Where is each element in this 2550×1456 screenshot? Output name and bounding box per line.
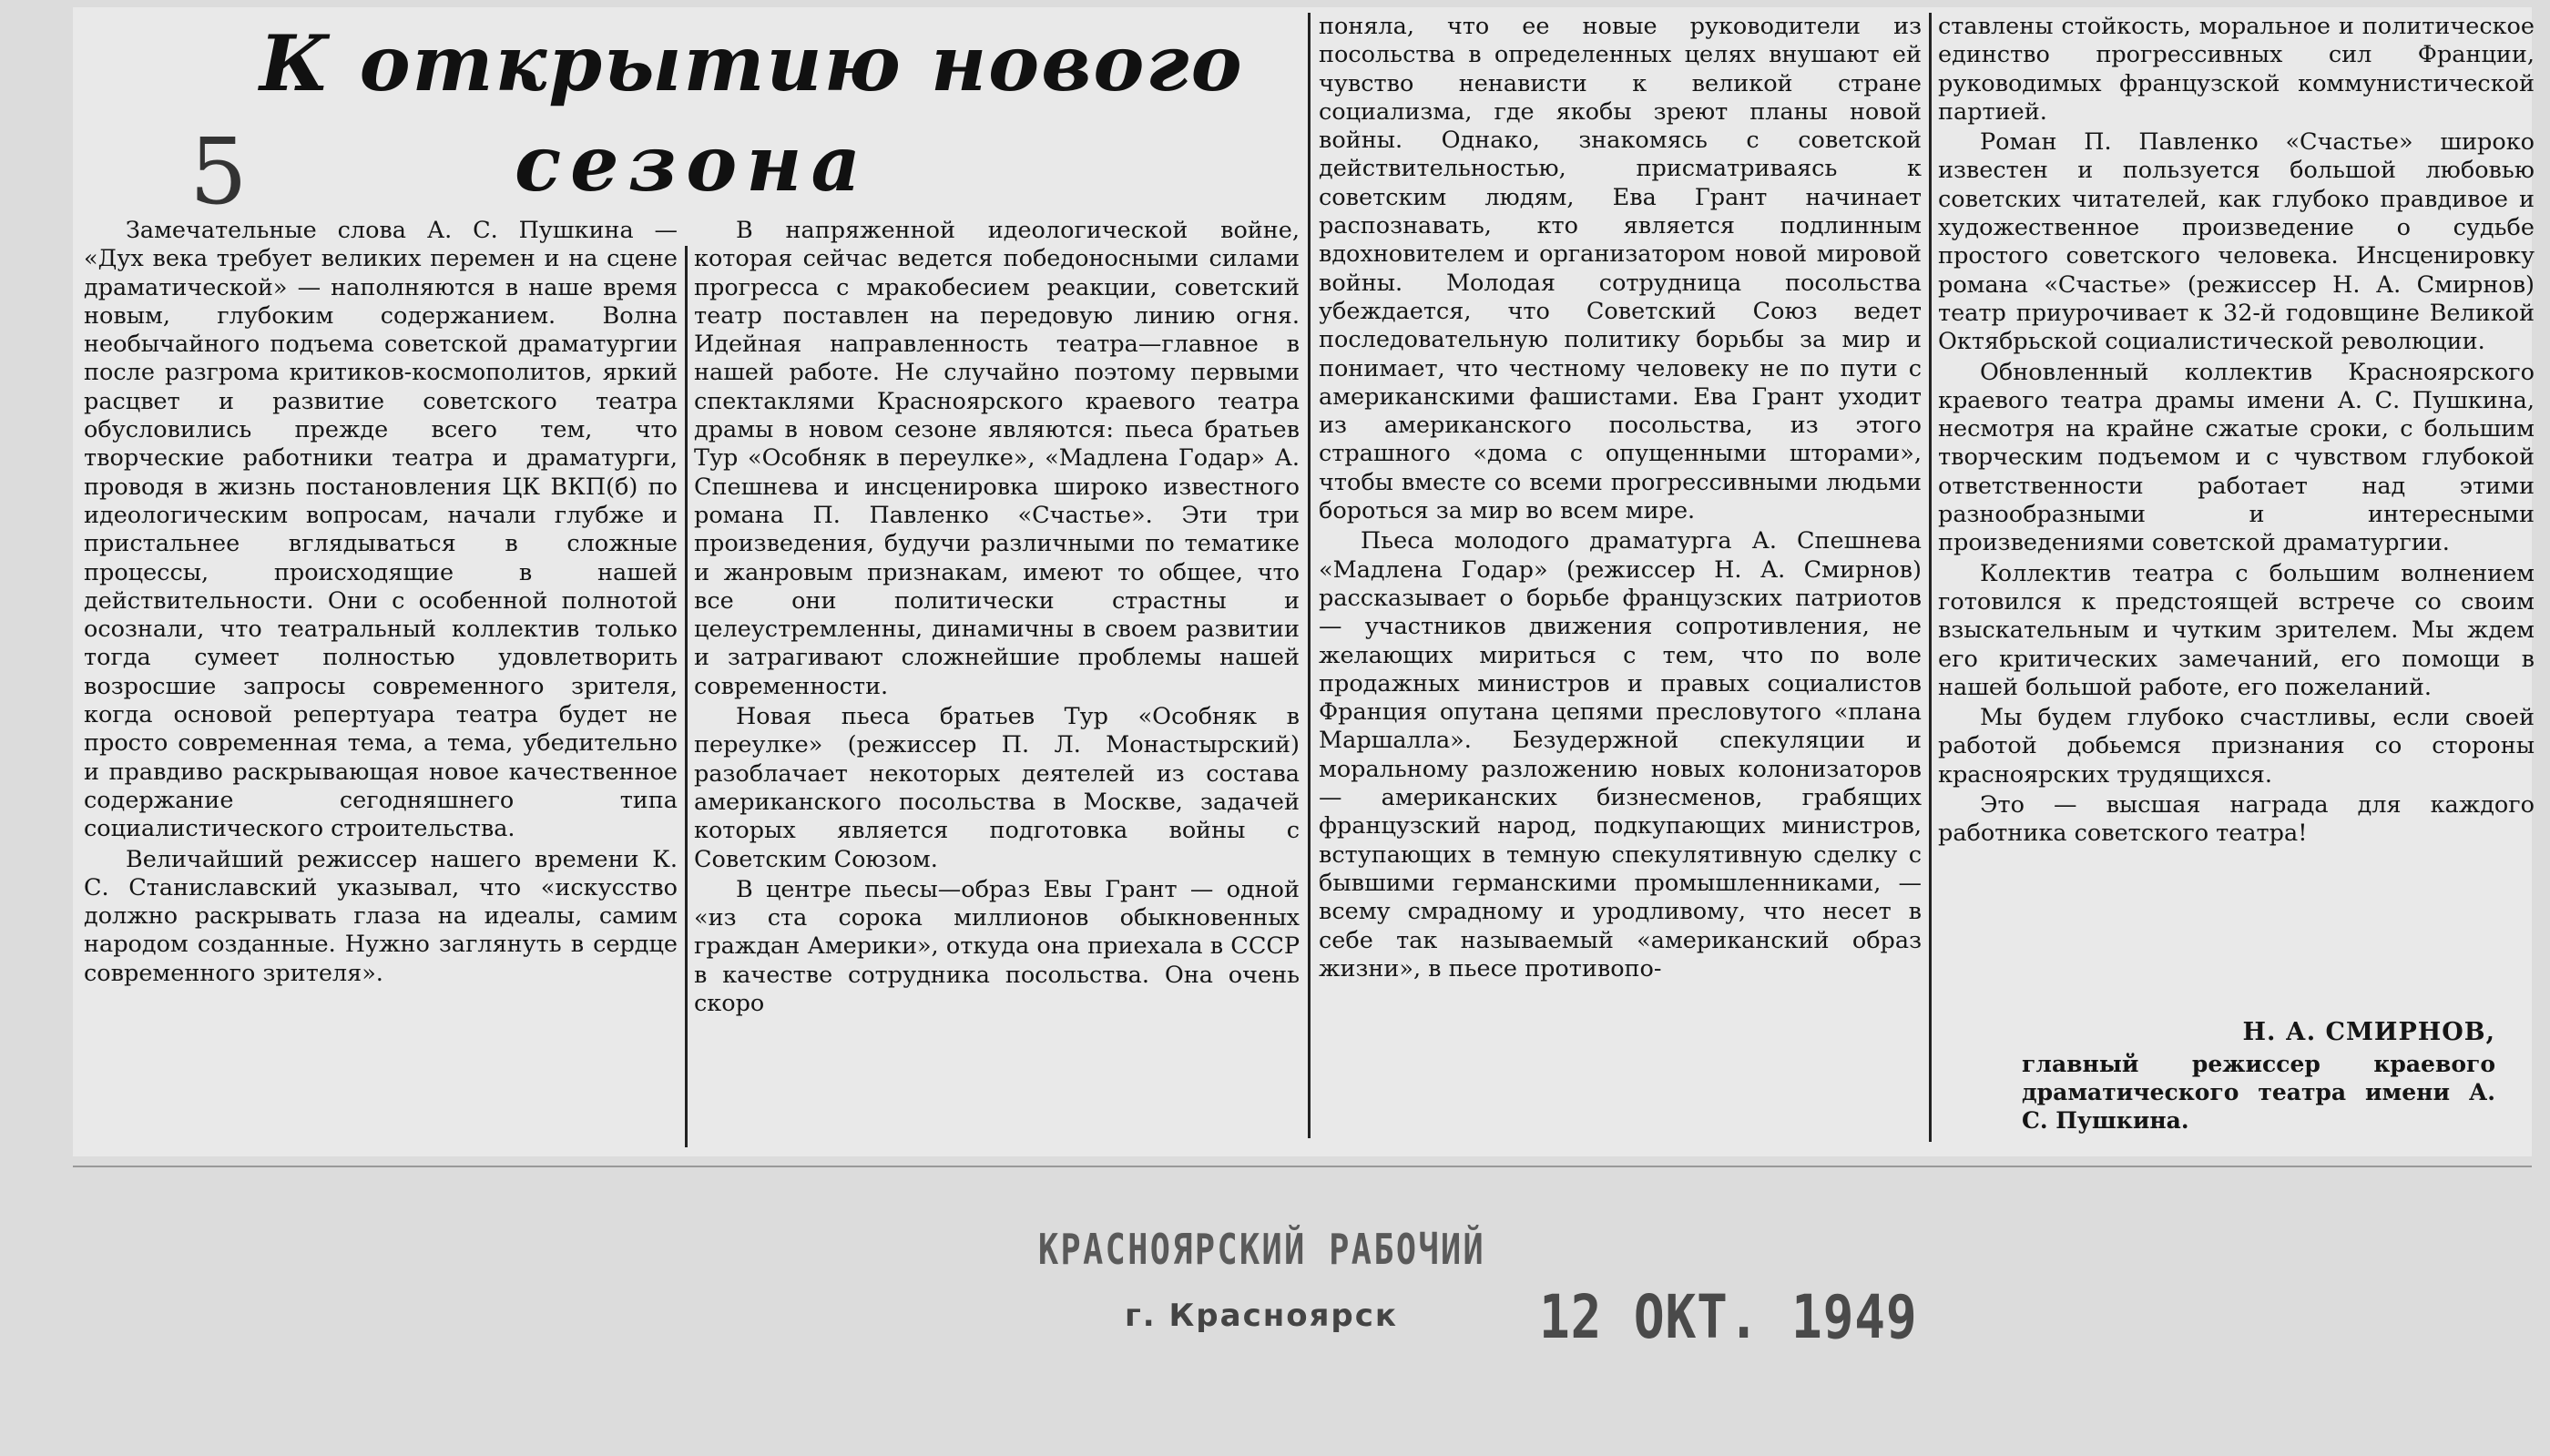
paragraph: Величайший режиссер нашего времени К. С. Станиславский указывал, что «искусство должно раскрывать глаза на идеалы, самим народом созданные. Нужно заглянуть в сердце современного зрителя». bbox=[84, 845, 678, 987]
column-divider bbox=[685, 246, 688, 1147]
handwritten-margin-mark: 5 bbox=[189, 118, 248, 225]
paragraph: Пьеса молодого драматурга А. Спешнева «Мадлена Годар» (режиссер Н. А. Смирнов) рассказывает о борьбе французских патриотов — участников движения сопротивления, не желающих мириться с тем, что по воле продажных министров и правых социалистов Франция опутана цепями пресловутого «плана Маршалла». Безудержной спекуляции и моральному разложению новых колонизаторов — американских бизнесменов, грабящих французский народ, подкупающих министров, вступающих в темную спекулятивную сделку с бывшими германскими промышленниками, — всему смрадному и уродливому, что несет в себе так называемый «американский образ жизни», в пьесе противопо- bbox=[1319, 527, 1922, 983]
column-2 bbox=[694, 217, 1300, 1018]
article-title-line2: сезона bbox=[515, 118, 870, 209]
article-title-line1: К открытию нового bbox=[260, 18, 1244, 108]
column-1 bbox=[84, 217, 678, 988]
paragraph: Обновленный коллектив Красноярского краевого театра драмы имени А. С. Пушкина, несмотря на крайне сжатые сроки, с большим творческим подъемом и с чувством глубокой ответственности работает над этими разнообразными и интересными произведениями советской драматургии. bbox=[1938, 358, 2535, 557]
city-stamp: г. Красноярск bbox=[1125, 1298, 1398, 1334]
paragraph: Новая пьеса братьев Тур «Особняк в переулке» (режиссер П. Л. Монастырский) разоблачает некоторых деятелей из состава американского посольства в Москве, задачей которых является подготовка войны с Советским Союзом. bbox=[694, 703, 1300, 873]
paragraph: Это — высшая награда для каждого работника советского театра! bbox=[1938, 791, 2535, 848]
paragraph: Замечательные слова А. С. Пушкина — «Дух века требует великих перемен и на сцене драматической» — наполняются в наше время новым, глубоким содержанием. Волна необычайного подъема советской драматургии после разгрома критиков-космополитов, яркий расцвет и развитие советского театра обусловились прежде всего тем, что творческие работники театра и драматурги, проводя в жизнь постановления ЦК ВКП(б) по идеологическим вопросам, начали глубже и пристальнее вглядываться в сложные процессы, происходящие в нашей действительности. Они с особенной полнотой осознали, что театральный коллектив только тогда сумеет полностью удовлетворить возросшие запросы современного зрителя, когда основой репертуара театра будет не просто современная тема, а тема, убедительно и правдиво раскрывающая новое качественное содержание сегодняшнего типа социалистического строительства. bbox=[84, 217, 678, 843]
paragraph: Коллектив театра с большим волнением готовился к предстоящей встрече со своим взыскательным и чутким зрителем. Мы ждем его критических замечаний, его помощи в нашей большой работе, его пожеланий. bbox=[1938, 559, 2535, 701]
paragraph: В центре пьесы—образ Евы Грант — одной «из ста сорока миллионов обыкновенных граждан Америки», откуда она приехала в СССР в качестве сотрудника посольства. Она очень скоро bbox=[694, 875, 1300, 1018]
author-signature bbox=[2022, 1018, 2495, 1135]
column-divider bbox=[1929, 13, 1932, 1142]
paragraph: поняла, что ее новые руководители из посольства в определенных целях внушают ей чувство ненависти к великой стране социализма, где якобы зреют планы новой войны. Однако, знакомясь с советской действительностью, присматриваясь к советским людям, Ева Грант начинает распознавать, кто является подлинным вдохновителем и организатором новой мировой войны. Молодая сотрудница посольства убеждается, что Советский Союз ведет последовательную политику борьбы за мир и понимает, что честному человеку не по пути с американскими фашистами. Ева Грант уходит из американского посольства, из этого страшного «дома с опущенными шторами», чтобы вместе со всеми прогрессивными людьми бороться за мир во всем мире. bbox=[1319, 13, 1922, 525]
paragraph: В напряженной идеологической войне, которая сейчас ведется победоносными силами прогресса с мракобесием реакции, советский театр поставлен на передовую линию огня. Идейная направленность театра—главное в нашей работе. Не случайно поэтому первыми спектаклями Красноярского краевого театра драмы в новом сезоне являются: пьеса братьев Тур «Особняк в переулке», «Мадлена Годар» А. Спешнева и инсценировка широко известного романа П. Павленко «Счастье». Эти три произведения, будучи различными по тематике и жанровым признакам, имеют то общее, что все они политически страстны и целеустремленны, динамичны в своем развитии и затрагивают сложнейшие проблемы нашей современности. bbox=[694, 217, 1300, 700]
paragraph: Роман П. Павленко «Счастье» широко известен и пользуется большой любовью советских читателей, как глубоко правдивое и художественное произведение о судьбе простого советского человека. Инсценировку романа «Счастье» (режиссер Н. А. Смирнов) театр приурочивает к 32-й годовщине Великой Октябрьской социалистической революции. bbox=[1938, 128, 2535, 356]
column-divider bbox=[1308, 13, 1311, 1138]
paragraph: ставлены стойкость, моральное и политическое единство прогрессивных сил Франции, руководимых французской коммунистической партией. bbox=[1938, 13, 2535, 126]
newspaper-stamp: КРАСНОЯРСКИЙ РАБОЧИЙ bbox=[1038, 1225, 1486, 1274]
author-role: главный режиссер краевого драматического театра имени А. С. Пушкина. bbox=[2022, 1051, 2495, 1134]
date-stamp: 12 ОКТ. 1949 bbox=[1539, 1282, 1918, 1352]
column-4 bbox=[1938, 13, 2535, 849]
author-name: Н. А. СМИРНОВ, bbox=[2242, 1018, 2495, 1046]
paragraph: Мы будем глубоко счастливы, если своей работой добьемся признания со стороны красноярских трудящихся. bbox=[1938, 704, 2535, 789]
clipping-bottom-edge bbox=[73, 1166, 2532, 1167]
column-3 bbox=[1319, 13, 1922, 983]
